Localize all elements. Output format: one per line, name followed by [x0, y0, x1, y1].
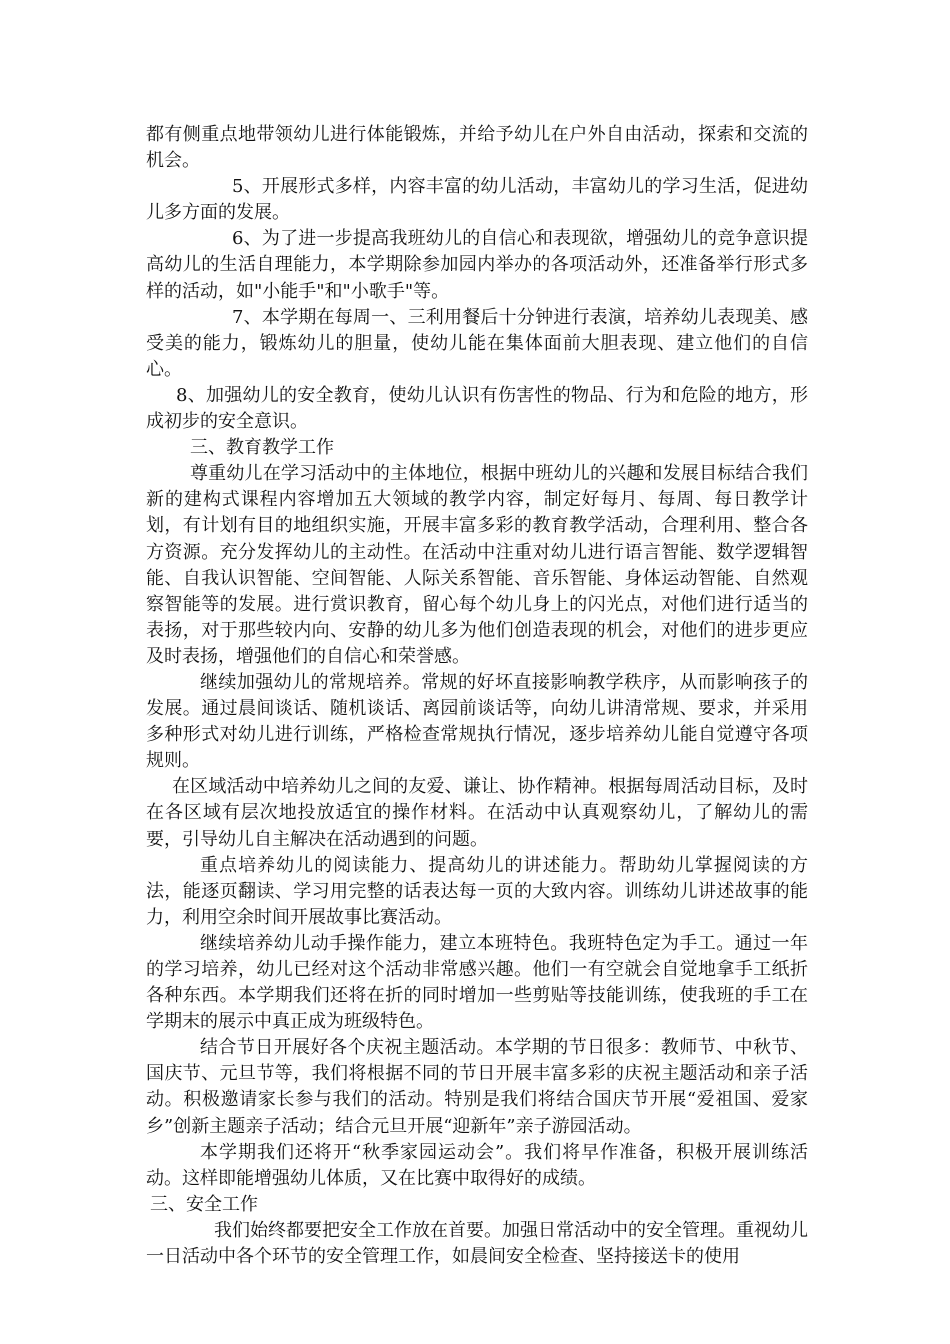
paragraph: 5、开展形式多样，内容丰富的幼儿活动，丰富幼儿的学习生活，促进幼儿多方面的发展。: [146, 176, 808, 224]
paragraph: 继续培养幼儿动手操作能力，建立本班特色。我班特色定为手工。通过一年的学习培养，幼儿已经对这个活动非常感兴趣。他们一有空就会自觉地拿手工纸折各种东西。本学期我们还将在折的同时增加一些剪贴等技能训练，使我班的手工在学期末的展示中真正成为班级特色。: [146, 932, 808, 1033]
paragraph: 在区域活动中培养幼儿之间的友爱、谦让、协作精神。根据每周活动目标，及时在各区域有层次地投放适宜的操作材料。在活动中认真观察幼儿，了解幼儿的需要，引导幼儿自主解决在活动遇到的问题。: [146, 776, 808, 850]
paragraph: 8、加强幼儿的安全教育，使幼儿认识有伤害性的物品、行为和危险的地方，形成初步的安全意识。: [146, 384, 808, 433]
paragraph: 结合节日开展好各个庆祝主题活动。本学期的节日很多：教师节、中秋节、国庆节、元旦节等，我们将根据不同的节日开展丰富多彩的庆祝主题活动和亲子活动。积极邀请家长参与我们的活动。特别是我们将结合国庆节开展“爱祖国、爱家乡”创新主题亲子活动；结合元旦开展“迎新年”亲子游园活动。: [146, 1037, 808, 1137]
paragraph: 6、为了进一步提高我班幼儿的自信心和表现欲，增强幼儿的竞争意识提高幼儿的生活自理能力，本学期除参加园内举办的各项活动外，还准备举行形式多样的活动，如"小能手"和"小歌手"等。: [146, 228, 808, 302]
paragraph: 7、本学期在每周一、三利用餐后十分钟进行表演，培养幼儿表现美、感受美的能力，锻炼幼儿的胆量，使幼儿能在集体面前大胆表现、建立他们的自信心。: [146, 306, 808, 380]
paragraph: 我们始终都要把安全工作放在首要。加强日常活动中的安全管理。重视幼儿一日活动中各个环节的安全管理工作，如晨间安全检查、坚持接送卡的使用: [146, 1219, 808, 1268]
section-heading: 三、安全工作: [150, 1193, 258, 1215]
paragraph: 都有侧重点地带领幼儿进行体能锻炼，并给予幼儿在户外自由活动，探索和交流的机会。: [146, 124, 808, 172]
section-heading: 三、教育教学工作: [190, 437, 334, 459]
paragraph: 尊重幼儿在学习活动中的主体地位，根据中班幼儿的兴趣和发展目标结合我们新的建构式课程内容增加五大领域的教学内容，制定好每月、每周、每日教学计划，有计划有目的地组织实施，开展丰富多彩的教育教学活动，合理利用、整合各方资源。充分发挥幼儿的主动性。在活动中注重对幼儿进行语言智能、数学逻辑智能、自我认识智能、空间智能、人际关系智能、音乐智能、身体运动智能、自然观察智能等的发展。进行赏识教育，留心每个幼儿身上的闪光点，对他们进行适当的表扬，对于那些较内向、安静的幼儿多为他们创造表现的机会，对他们的进步更应及时表扬，增强他们的自信心和荣誉感。: [146, 463, 808, 667]
paragraph: 继续加强幼儿的常规培养。常规的好坏直接影响教学秩序，从而影响孩子的发展。通过晨间谈话、随机谈话、离园前谈话等，向幼儿讲清常规、要求，并采用多种形式对幼儿进行训练，严格检查常规执行情况，逐步培养幼儿能自觉遵守各项规则。: [146, 671, 808, 772]
paragraph: 本学期我们还将开“秋季家园运动会”。我们将早作准备，积极开展训练活动。这样即能增强幼儿体质，又在比赛中取得好的成绩。: [146, 1141, 808, 1189]
paragraph: 重点培养幼儿的阅读能力、提高幼儿的讲述能力。帮助幼儿掌握阅读的方法，能逐页翻读、学习用完整的话表达每一页的大致内容。训练幼儿讲述故事的能力，利用空余时间开展故事比赛活动。: [146, 854, 808, 928]
document-body: [146, 122, 808, 1270]
